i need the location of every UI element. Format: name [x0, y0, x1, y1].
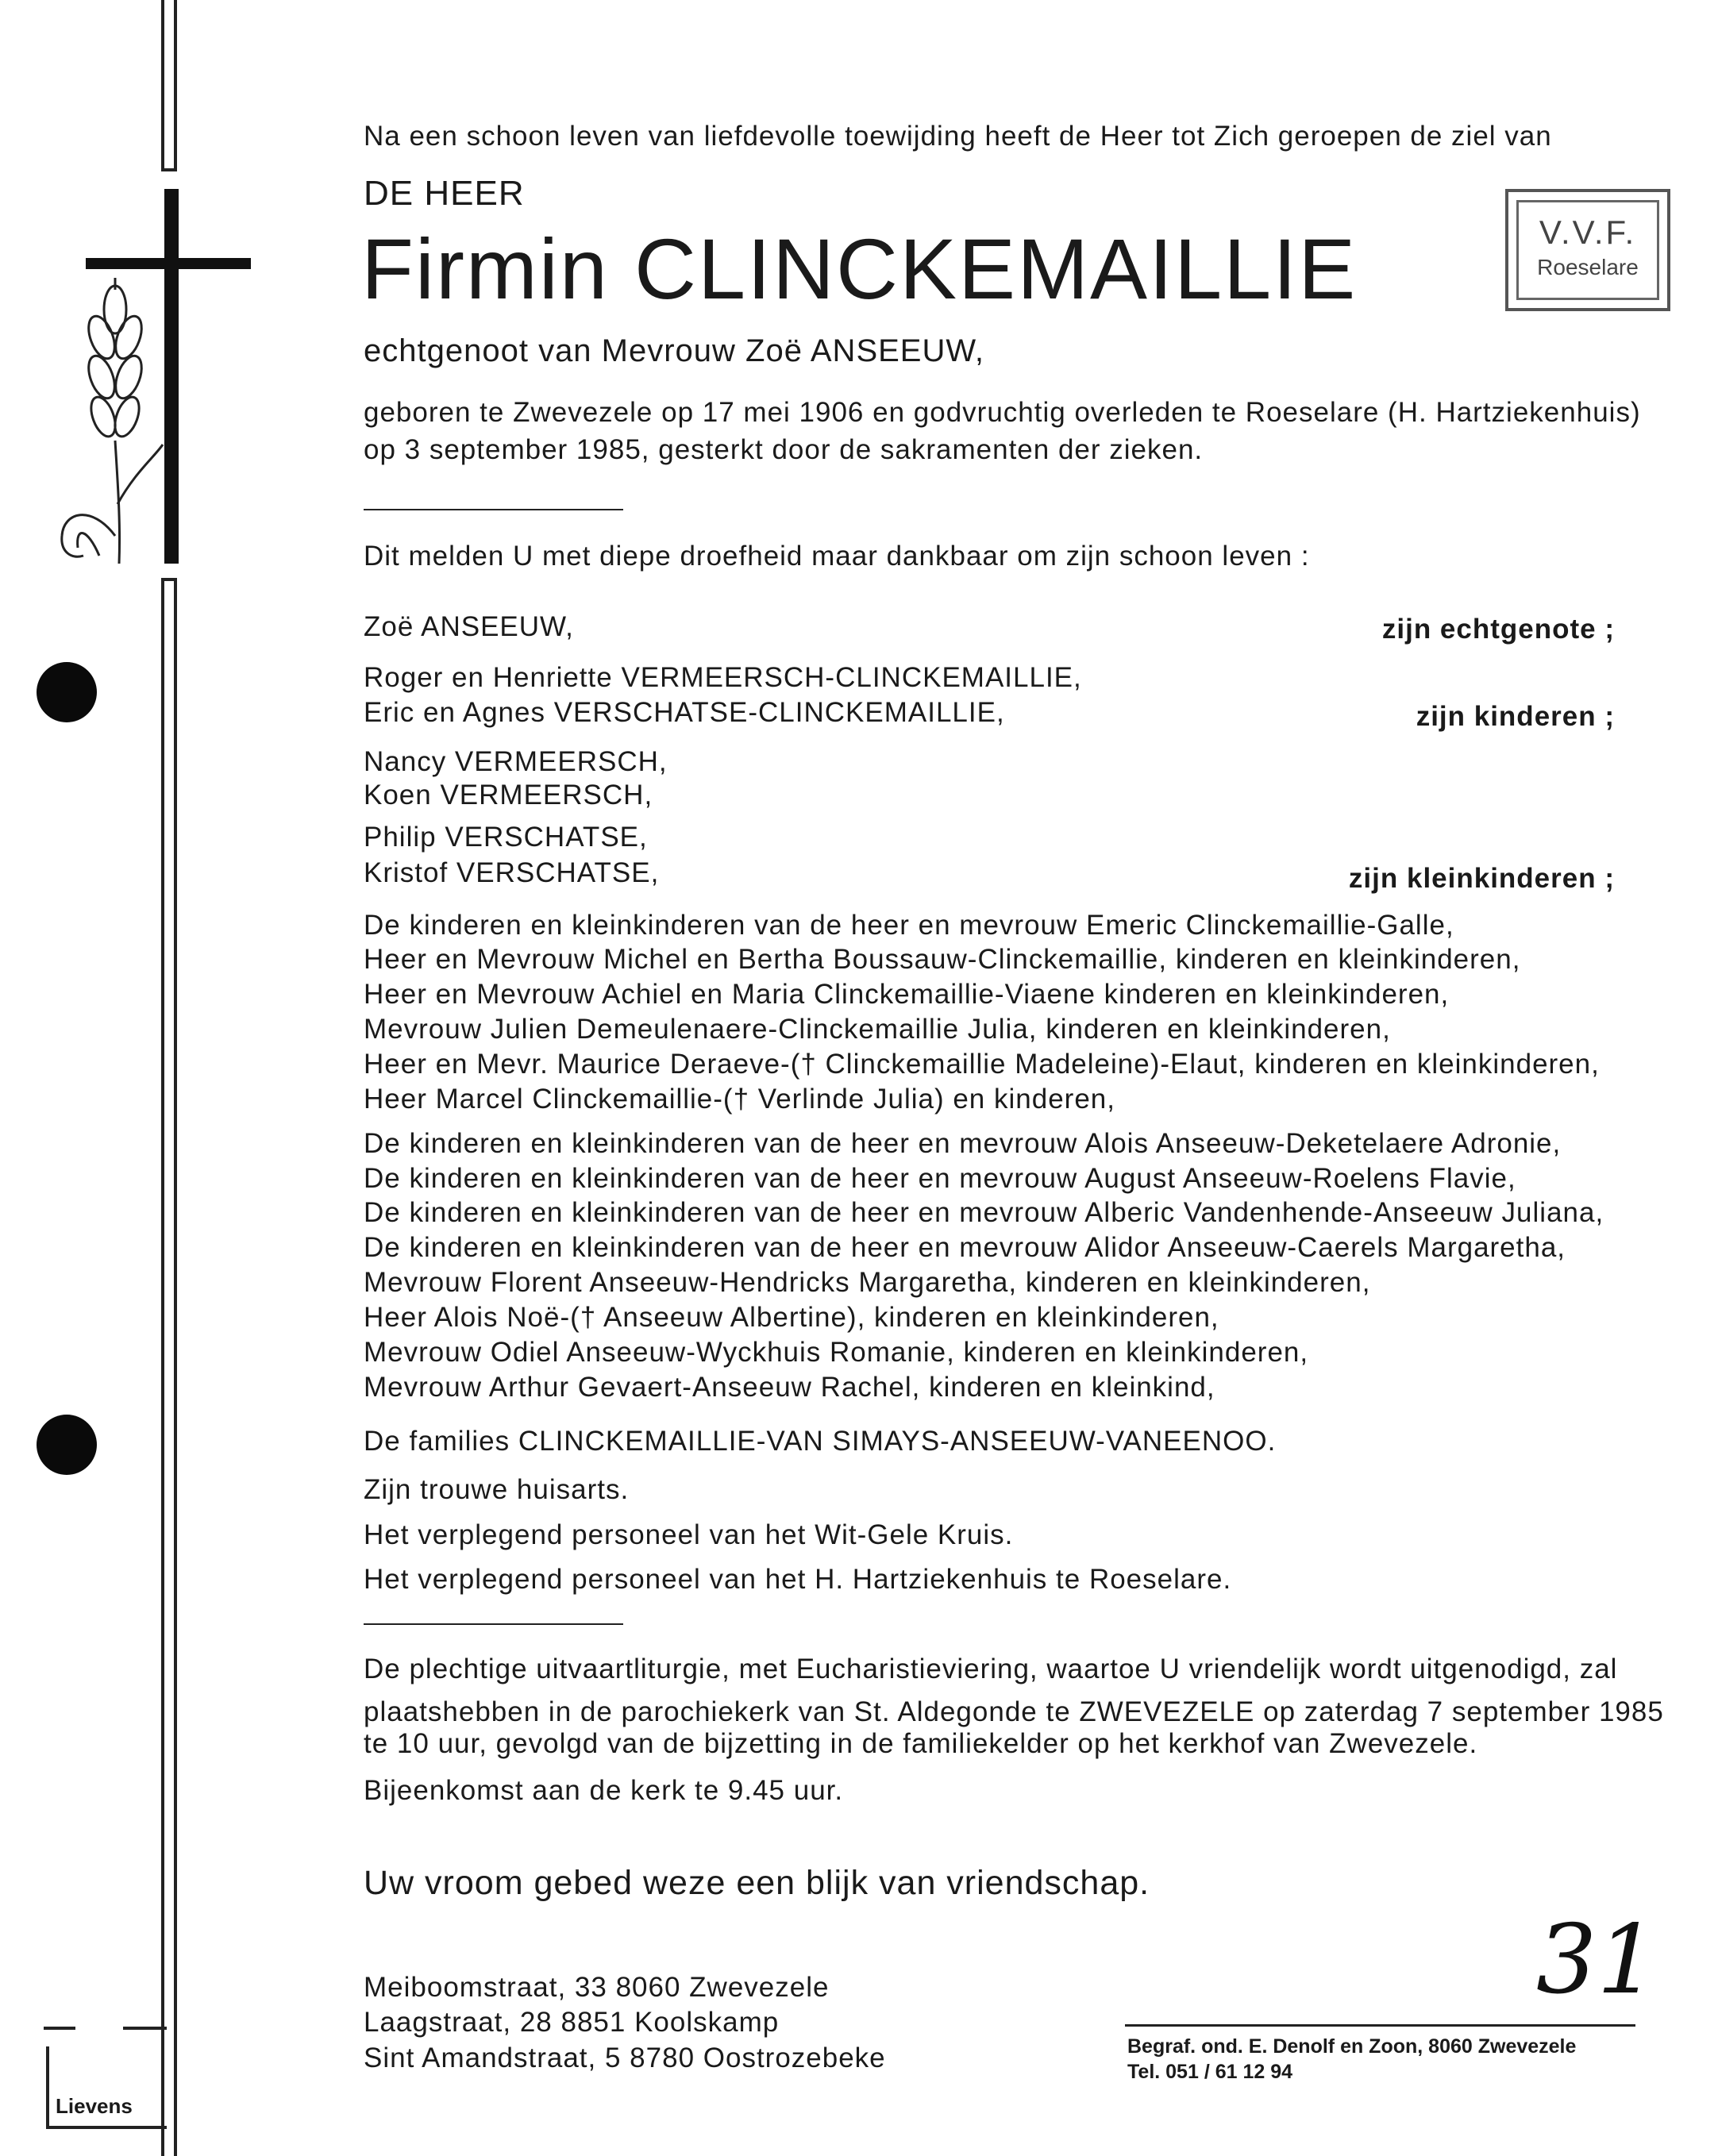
funeral-line-3: te 10 uur, gevolgd van de bijzetting in de familiekelder op het kerkhof van Zwevezele. [364, 1728, 1478, 1759]
relative-1-3: Heer en Mevrouw Achiel en Maria Clinckemaillie-Viaene kinderen en kleinkinderen, [364, 979, 1450, 1010]
prayer-line: Uw vroom gebed weze een blijk van vriendschap. [364, 1864, 1150, 1902]
margin-rule-top-base [161, 168, 177, 171]
deceased-name: Firmin CLINCKEMAILLIE [361, 221, 1358, 317]
address-2: Laagstraat, 28 8851 Koolskamp [364, 2007, 780, 2038]
punch-hole-bottom [37, 1415, 97, 1475]
margin-rule-cap [161, 578, 177, 581]
families-line: De families CLINCKEMAILLIE-VAN SIMAYS-ANSEEUW-VANEENOO. [364, 1426, 1277, 1457]
cross-horizontal [86, 258, 251, 269]
margin-rule-top-left [161, 0, 164, 171]
relative-2-1: De kinderen en kleinkinderen van de heer en mevrouw Alois Anseeuw-Deketelaere Adronie, [364, 1128, 1562, 1159]
grandchildren-role: zijn kleinkinderen ; [1348, 863, 1615, 894]
relative-2-7: Mevrouw Odiel Anseeuw-Wyckhuis Romanie, kinderen en kleinkinderen, [364, 1337, 1309, 1368]
grandchild-1: Nancy VERMEERSCH, [364, 746, 668, 777]
spouse-line: echtgenoot van Mevrouw Zoë ANSEEUW, [364, 333, 985, 368]
grandchild-2: Koen VERMEERSCH, [364, 780, 653, 810]
relative-2-6: Heer Alois Noë-(† Anseeuw Albertine), kinderen en kleinkinderen, [364, 1302, 1219, 1333]
label-rule-b [123, 2027, 167, 2030]
birth-death-line-2: op 3 september 1985, gesterkt door de sakramenten der zieken. [364, 434, 1204, 465]
relative-1-6: Heer Marcel Clinckemaillie-(† Verlinde Julia) en kinderen, [364, 1084, 1115, 1115]
grandchild-4: Kristof VERSCHATSE, [364, 857, 660, 888]
margin-rule-right [174, 579, 177, 2156]
margin-rule-left [161, 579, 164, 2156]
relative-2-3: De kinderen en kleinkinderen van de heer en mevrouw Alberic Vandenhende-Anseeuw Juliana, [364, 1197, 1604, 1228]
stamp-line1: V.V.F. [1539, 214, 1637, 251]
relative-1-1: De kinderen en kleinkinderen van de heer en mevrouw Emeric Clinckemaillie-Galle, [364, 910, 1454, 941]
other-3: Het verplegend personeel van het H. Hartziekenhuis te Roeselare. [364, 1564, 1232, 1595]
children-role: zijn kinderen ; [1416, 701, 1615, 732]
funeral-line-2: plaatshebben in de parochiekerk van St. Aldegonde te ZWEVEZELE op zaterdag 7 september 1985 [364, 1696, 1664, 1727]
archive-label: Lievens [56, 2094, 133, 2118]
child-1: Roger en Henriette VERMEERSCH-CLINCKEMAILLIE, [364, 662, 1082, 693]
relative-1-5: Heer en Mevr. Maurice Deraeve-(† Clinckemaillie Madeleine)-Elaut, kinderen en kleinkinderen, [364, 1049, 1600, 1080]
title-prefix: DE HEER [364, 174, 525, 213]
relative-2-4: De kinderen en kleinkinderen van de heer en mevrouw Alidor Anseeuw-Caerels Margaretha, [364, 1232, 1566, 1263]
birth-death-line-1: geboren te Zwevezele op 17 mei 1906 en godvruchtig overleden te Roeselare (H. Hartziekenhuis) [364, 397, 1641, 428]
relative-2-8: Mevrouw Arthur Gevaert-Anseeuw Rachel, kinderen en kleinkind, [364, 1372, 1215, 1403]
relative-2-5: Mevrouw Florent Anseeuw-Hendricks Margaretha, kinderen en kleinkinderen, [364, 1267, 1371, 1298]
address-3: Sint Amandstraat, 5 8780 Oostrozebeke [364, 2042, 886, 2073]
vvf-stamp-inner [1516, 200, 1659, 300]
separator-1 [364, 509, 623, 510]
other-2: Het verplegend personeel van het Wit-Gele Kruis. [364, 1519, 1014, 1550]
announcement: Dit melden U met diepe droefheid maar dankbaar om zijn schoon leven : [364, 541, 1310, 572]
undertaker-line-2: Tel. 051 / 61 12 94 [1127, 2061, 1293, 2083]
vvf-stamp [1505, 189, 1670, 311]
gathering-line: Bijeenkomst aan de kerk te 9.45 uur. [364, 1775, 844, 1806]
relative-1-2: Heer en Mevrouw Michel en Bertha Boussauw-Clinckemaillie, kinderen en kleinkinderen, [364, 944, 1521, 975]
spouse-name: Zoë ANSEEUW, [364, 611, 574, 642]
undertaker-rule [1125, 2024, 1635, 2027]
grandchild-3: Philip VERSCHATSE, [364, 822, 648, 853]
relative-2-2: De kinderen en kleinkinderen van de heer en mevrouw August Anseeuw-Roelens Flavie, [364, 1163, 1516, 1194]
funeral-line-1: De plechtige uitvaartliturgie, met Eucharistieviering, waartoe U vriendelijk wordt uitgenodigd, zal [364, 1654, 1618, 1684]
other-1: Zijn trouwe huisarts. [364, 1474, 630, 1505]
relative-1-4: Mevrouw Julien Demeulenaere-Clinckemaillie Julia, kinderen en kleinkinderen, [364, 1014, 1391, 1045]
punch-hole-top [37, 662, 97, 722]
stamp-line2: Roeselare [1537, 255, 1639, 279]
undertaker-line-1: Begraf. ond. E. Denolf en Zoon, 8060 Zwevezele [1127, 2035, 1577, 2058]
spouse-role: zijn echtgenote ; [1381, 614, 1615, 645]
child-2: Eric en Agnes VERSCHATSE-CLINCKEMAILLIE, [364, 697, 1005, 728]
separator-2 [364, 1623, 623, 1625]
label-rule-a [44, 2027, 75, 2030]
intro-text: Na een schoon leven van liefdevolle toewijding heeft de Heer tot Zich geroepen de ziel van [364, 121, 1552, 152]
margin-rule-top-right [174, 0, 177, 171]
address-1: Meiboomstraat, 33 8060 Zwevezele [364, 1972, 830, 2003]
wheat-ear-icon [56, 274, 167, 568]
handwritten-number: 31 [1536, 1905, 1658, 2015]
